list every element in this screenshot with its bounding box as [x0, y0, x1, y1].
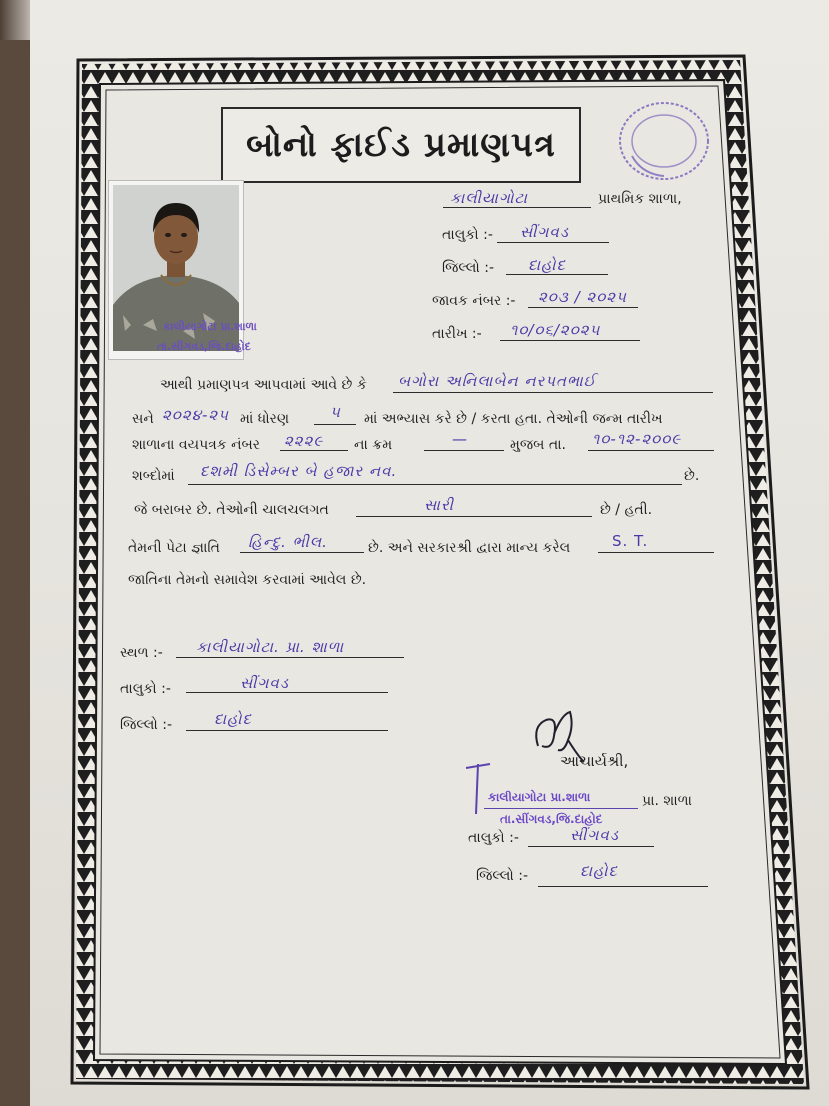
caste-line — [240, 552, 364, 553]
principal-school-line — [484, 808, 638, 809]
academic-year: ૨૦૨૪-૨૫ — [162, 406, 230, 424]
place-label: સ્થળ :- — [120, 645, 163, 661]
outward-label: જાવક નંબર :- — [432, 293, 516, 309]
photo-stamp-line2: તા.સીંગવડ,જિ.દાહોદ — [157, 340, 251, 353]
principal-taluka-value: સીંગવડ — [570, 826, 619, 844]
district2-value: દાહોદ — [214, 710, 252, 728]
taluka2-value: સીંગવડ — [240, 674, 289, 692]
dob-in-words: દશમી ડિસેમ્બર બે હજાર નવ. — [200, 462, 398, 480]
place-value: કાલીયાગોટા. પ્રા. શાળા — [196, 638, 345, 656]
district2-label: જિલ્લો :- — [120, 717, 172, 733]
date-label: તારીખ :- — [432, 326, 482, 342]
principal-district-value: દાહોદ — [580, 862, 618, 880]
serial-line — [424, 450, 504, 451]
school-name-line — [443, 207, 591, 208]
body-line7: જાતિના તેમનો સમાવેશ કરવામાં આવેલ છે. — [128, 572, 367, 588]
register-number: ૨૨૨૯ — [284, 432, 324, 450]
body-line3-b: ના ક્રમ — [354, 437, 393, 453]
body-line2-a: સને — [132, 411, 154, 427]
principal-district-label: જિલ્લો :- — [476, 868, 528, 884]
date-line — [500, 340, 640, 341]
taluka2-line — [186, 692, 388, 693]
conduct-value: સારી — [424, 496, 454, 514]
serial-value: — — [452, 430, 468, 448]
certificate-title-box — [221, 107, 581, 183]
district2-line — [186, 730, 388, 731]
district-label: જિલ્લો :- — [442, 260, 494, 276]
certificate-title: બોનો ફાઈડ પ્રમાણપત્ર — [246, 125, 556, 165]
body-line6-b: છે. અને સરકારશ્રી દ્વારા માન્ય કરેલ — [368, 540, 571, 556]
taluka-label: તાલુકો :- — [442, 227, 493, 243]
body-line2-c: માં અભ્યાસ કરે છે / કરતા હતા. તેઓની જન્મ તારીખ — [364, 411, 663, 427]
round-stamp-top — [612, 96, 714, 186]
standard-value: ૫ — [330, 403, 341, 421]
photo-stamp — [155, 320, 295, 364]
conduct-line — [356, 516, 592, 517]
body-line4-a: શબ્દોમાં — [132, 468, 175, 484]
principal-school-label: પ્રા. શાળા — [642, 793, 692, 809]
dob-line — [588, 450, 714, 451]
category-value: S. T. — [612, 532, 649, 550]
caste-value: હિન્દુ. ભીલ. — [248, 533, 328, 551]
body-line5-a: જે બરાબર છે. તેઓની ચાલચલગત — [134, 502, 329, 518]
student-name: બગોરા અનિલાબેન નરપતભાઈ — [398, 372, 597, 390]
district-line — [506, 274, 608, 275]
body-line4-b: છે. — [684, 468, 700, 484]
category-line — [598, 552, 714, 553]
body-line2-b: માં ધોરણ — [240, 411, 290, 427]
date-value: ૧૦/૦૬/૨૦૨૫ — [510, 321, 601, 339]
outward-value: ૨૦૩ / ૨૦૨૫ — [538, 288, 627, 306]
body-line3-c: મુજબ તા. — [510, 437, 566, 453]
outward-line — [528, 307, 638, 308]
body-line1-prefix: આથી પ્રમાણપત્ર આપવામાં આવે છે કે — [160, 377, 367, 393]
taluka2-label: તાલુકો :- — [120, 681, 171, 697]
place-line — [176, 657, 404, 658]
district-value: દાહોદ — [528, 256, 566, 274]
standard-line — [314, 424, 356, 425]
principal-stamp-place: તા.સીંગવડ,જિ.દાહોદ — [500, 812, 603, 826]
school-label: પ્રાથમિક શાળા, — [598, 191, 682, 207]
student-name-line — [393, 392, 713, 393]
principal-taluka-line — [528, 846, 654, 847]
taluka-value: સીંગવડ — [520, 223, 569, 241]
dob-words-line — [188, 484, 682, 485]
date-of-birth: ૧૦-૧૨-૨૦૦૯ — [592, 430, 682, 448]
principal-taluka-label: તાલુકો :- — [468, 830, 519, 846]
taluka-line — [497, 242, 609, 243]
principal-title: આચાર્યશ્રી, — [560, 752, 629, 770]
register-line — [280, 450, 348, 451]
body-line6-a: તેમની પેટા જ્ઞાતિ — [128, 540, 220, 556]
principal-stamp-school: કાલીયાગોટા પ્રા.શાળા — [488, 790, 591, 804]
body-line3-a: શાળાના વયપત્રક નંબર — [132, 437, 261, 453]
body-line5-b: છે / હતી. — [600, 502, 653, 518]
photo-stamp-line1: કાલીયાગોટા પ્રા.શાળા — [163, 320, 257, 333]
school-name-value: કાલીયાગોટા — [450, 189, 528, 207]
principal-district-line — [538, 886, 708, 887]
